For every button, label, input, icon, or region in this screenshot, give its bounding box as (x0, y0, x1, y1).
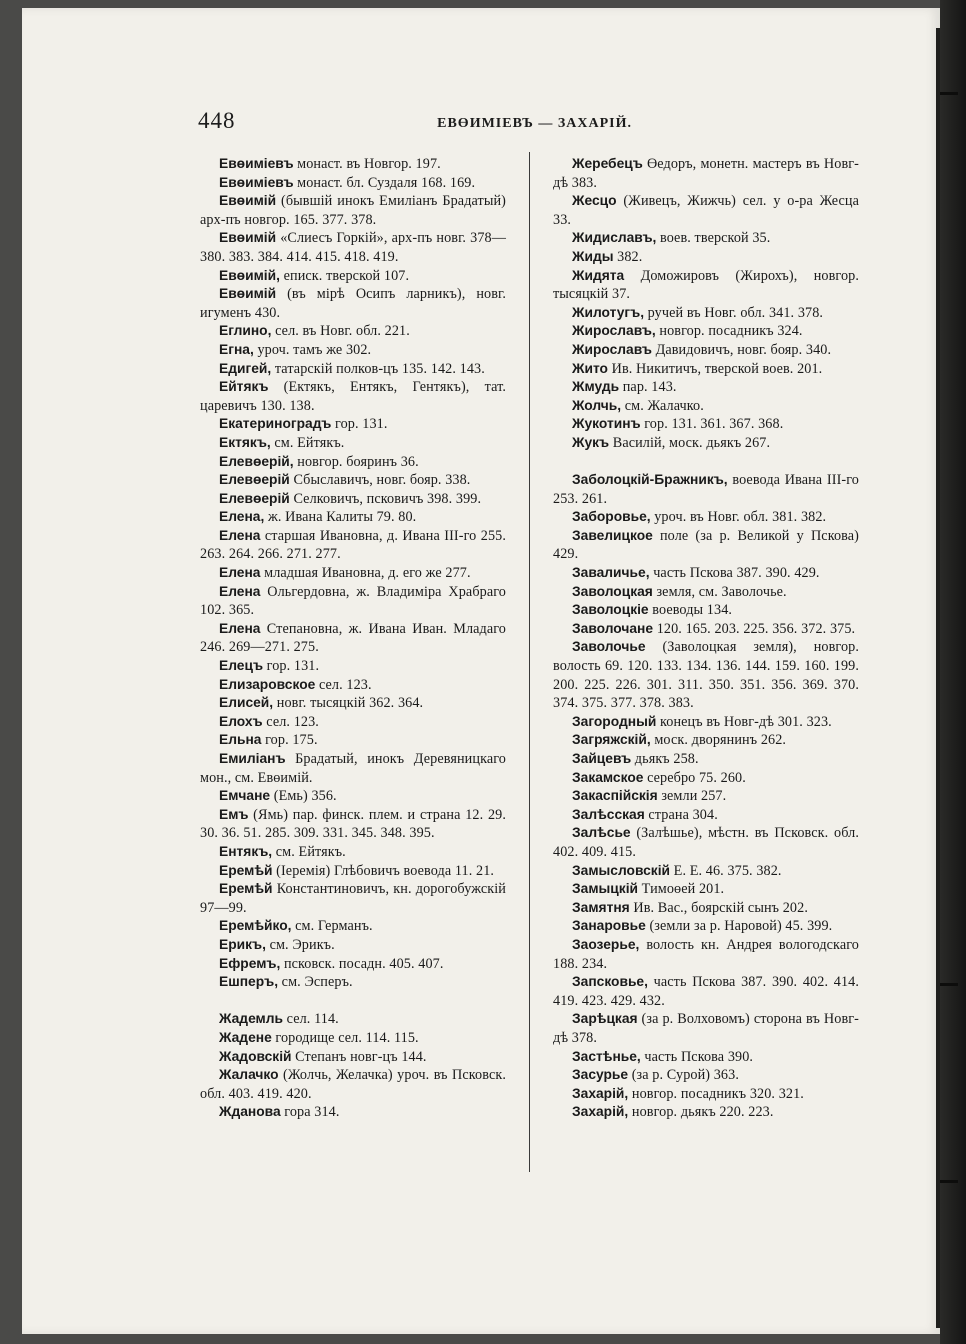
index-entry (200, 1103, 506, 1122)
entry-text: (Заволоцкая земля), новгор. волость 69. 120. 133. 134. 136. 144. 159. 160. 199. 200. 225. 226. 301. 311. 350. 351. 356. 369. 370. 374. 375. 377. 378. 383. (553, 639, 859, 712)
entry-text: уроч. въ Новг. обл. 381. 382. (650, 509, 827, 526)
entry-headword: Жукотинъ (572, 416, 641, 432)
entry-text: сел. 114. (283, 1011, 339, 1028)
index-entry (553, 1103, 859, 1122)
entry-text: Е. Е. 46. 375. 382. (670, 862, 782, 879)
entry-text: серебро 75. 260. (643, 769, 746, 786)
entry-text: гора 314. (280, 1104, 340, 1121)
running-head: ЕВӨИМІЕВЪ — ЗАХАРІЙ. (437, 116, 632, 131)
entry-text: (въ мірѣ Осипъ ларникъ), новг. игуменъ 430. (200, 286, 506, 321)
entry-headword: Елохъ (219, 713, 263, 729)
index-entry (553, 917, 859, 936)
entry-text: см. Жалачко. (621, 397, 704, 414)
entry-text: 120. 165. 203. 225. 356. 372. 375. (653, 620, 856, 637)
index-entry (200, 731, 506, 750)
index-entry (553, 806, 859, 825)
entry-headword: Емиліанъ (219, 751, 286, 766)
entry-text: ж. Ивана Калиты 79. 80. (264, 509, 417, 526)
entry-text: «Слиесъ Горкій», арх-пъ новг. 378—380. 383. 384. 414. 415. 418. 419. (200, 230, 506, 265)
index-entry (200, 936, 506, 955)
index-entry (553, 583, 859, 602)
index-entry (553, 248, 859, 267)
entry-text: сел. 123. (315, 676, 372, 693)
entry-headword: Заборовье, (572, 509, 651, 525)
entry-text: воеводы 134. (648, 602, 733, 619)
index-entry (200, 973, 506, 992)
index-entry (200, 471, 506, 490)
entry-headword: Загряжскій, (572, 732, 651, 748)
entry-text: Сбыславичъ, новг. бояр. 338. (289, 472, 471, 489)
index-entry (553, 787, 859, 806)
entry-headword: Жито (572, 360, 608, 376)
entry-text: Давидовичъ, новг. бояр. 340. (651, 341, 832, 358)
index-entry (553, 731, 859, 750)
index-entry (553, 1085, 859, 1104)
entry-text: младшая Ивановна, д. его же 277. (260, 565, 471, 582)
entry-text: (Залѣшье), мѣстн. въ Псковск. обл. 402. 409. 415. (553, 825, 859, 860)
entry-text: новгор. дьякъ 220. 223. (628, 1104, 774, 1121)
entry-text: (за р. Сурой) 363. (628, 1067, 739, 1084)
entry-headword: Жесцо (572, 193, 617, 209)
index-entry (200, 713, 506, 732)
entry-text: монаст. въ Новгор. 197. (293, 156, 441, 172)
entry-text: земля, см. Заволочье. (652, 583, 787, 600)
index-entry (553, 899, 859, 918)
entry-headword: Жукъ (572, 434, 610, 450)
entry-headword: Елена (219, 620, 261, 636)
entry-text: (земли за р. Наровой) 45. 399. (645, 918, 833, 935)
entry-text: сел. 123. (262, 713, 319, 730)
entry-headword: Елевөерій (219, 490, 290, 506)
entry-headword: Запсковье, (572, 974, 648, 990)
index-entry (553, 527, 859, 564)
index-entry (553, 360, 859, 379)
index-entry (200, 285, 506, 322)
entry-text: конецъ въ Новг-дѣ 301. 323. (656, 713, 832, 730)
entry-headword: Закамское (572, 769, 644, 785)
entry-headword: Едигей, (219, 360, 272, 376)
entry-headword: Жидиславъ, (572, 230, 657, 246)
page-number: 448 (198, 108, 236, 133)
index-entry (553, 341, 859, 360)
entry-headword: Заваличье, (572, 565, 650, 581)
entry-headword: Евөимій (219, 286, 277, 302)
index-entry (200, 1029, 506, 1048)
index-entry (200, 1066, 506, 1103)
index-entry (200, 155, 506, 174)
entry-text: часть Пскова 390. (640, 1048, 754, 1065)
entry-headword: Замятня (572, 899, 630, 915)
index-entry (200, 415, 506, 434)
entry-text: еписк. тверской 107. (279, 267, 410, 284)
index-entry (200, 564, 506, 583)
entry-text: городище сел. 114. 115. (271, 1029, 419, 1046)
entry-text: (Ектякъ, Ентякъ, Гентякъ), тат. царевичъ 130. 138. (200, 379, 506, 414)
entry-headword: Емчане (219, 788, 271, 804)
entry-text: (Емь) 356. (270, 788, 337, 805)
entry-headword: Зайцевъ (572, 751, 632, 766)
entry-headword: Жиды (572, 248, 614, 264)
entry-text: новгор. бояринъ 36. (293, 453, 419, 470)
index-entry (553, 620, 859, 639)
index-entry (553, 769, 859, 788)
entry-text: (бывшій инокъ Емиліанъ Брадатый) арх-пъ новгор. 165. 377. 378. (200, 193, 506, 228)
entry-text: старшая Ивановна, д. Ивана III-го 255. 263. 264. 266. 271. 277. (200, 527, 506, 563)
page-header (198, 108, 632, 138)
entry-text: см. Эрикъ. (265, 936, 335, 953)
index-entry (200, 527, 506, 564)
index-entry (200, 750, 506, 787)
entry-text: Брадатый, инокъ Деревяницкаго мон., см. Евөимій. (200, 751, 506, 786)
entry-headword: Еремѣйко, (219, 918, 292, 934)
index-entry (553, 713, 859, 732)
index-entry (200, 192, 506, 229)
index-entry (200, 806, 506, 843)
entry-text: поле (за р. Великой у Пскова) 429. (553, 527, 859, 563)
entry-headword: Жирославъ (572, 341, 652, 357)
entry-headword: Елизаровское (219, 676, 316, 692)
index-entry (200, 917, 506, 936)
entry-text: Степанъ новг-цъ 144. (291, 1048, 427, 1065)
entry-headword: Еремѣй (219, 862, 273, 878)
entry-headword: Еглино, (219, 323, 272, 339)
index-entry (200, 843, 506, 862)
index-entry (553, 229, 859, 248)
index-entry (553, 750, 859, 769)
entry-text: воев. тверской 35. (656, 230, 771, 247)
entry-headword: Екатериноградъ (219, 416, 332, 432)
entry-headword: Елевөерій (219, 472, 290, 488)
index-entry (200, 229, 506, 266)
entry-text: гор. 131. 361. 367. 368. (640, 416, 784, 433)
entry-headword: Ельна (219, 732, 262, 748)
index-entry (200, 453, 506, 472)
entry-headword: Елена (219, 565, 261, 581)
entry-text: (за р. Волховомъ) сторона въ Новг-дѣ 378. (553, 1011, 859, 1046)
entry-text: 382. (613, 248, 643, 265)
entry-headword: Ектякъ, (219, 434, 271, 450)
index-entry (553, 564, 859, 583)
entry-text: см. Ейтякъ. (270, 434, 345, 451)
index-entry (553, 378, 859, 397)
index-entry (553, 434, 859, 453)
entry-headword: Евөиміевъ (219, 156, 294, 171)
entry-headword: Жадене (219, 1029, 272, 1045)
page-edge-shadow (936, 28, 940, 1328)
entry-headword: Ейтякъ (219, 379, 269, 395)
entry-headword: Елецъ (219, 658, 263, 674)
entry-text: часть Пскова 387. 390. 402. 414. 419. 423. 429. 432. (553, 974, 859, 1009)
book-binding-edge (940, 0, 966, 1344)
entry-headword: Ентякъ, (219, 843, 273, 859)
index-column-left (200, 155, 506, 1122)
entry-headword: Елена (219, 583, 261, 599)
entry-headword: Елена, (219, 509, 265, 525)
entry-headword: Захарій, (572, 1085, 629, 1101)
entry-headword: Заволоцкіе (572, 602, 649, 618)
entry-headword: Еремѣй (219, 881, 273, 897)
index-entry (200, 880, 506, 917)
entry-text: Ив. Никитичъ, тверской воев. 201. (607, 360, 823, 377)
index-entry (553, 508, 859, 527)
index-entry (553, 638, 859, 712)
index-entry (553, 155, 859, 192)
entry-text: часть Пскова 387. 390. 429. (649, 565, 820, 582)
entry-headword: Зарѣцкая (572, 1011, 638, 1027)
index-entry (200, 694, 506, 713)
entry-text: см. Эсперъ. (278, 974, 353, 991)
index-entry (200, 787, 506, 806)
column-divider (529, 152, 530, 1172)
entry-text: гор. 175. (261, 732, 318, 749)
entry-headword: Жолчь, (572, 397, 622, 413)
index-entry (200, 620, 506, 657)
entry-headword: Елисей, (219, 695, 274, 711)
entry-headword: Евөимій (219, 193, 277, 209)
entry-headword: Евөиміевъ (219, 174, 294, 190)
entry-text: Степановна, ж. Ивана Иван. Младаго 246. 269—271. 275. (200, 620, 506, 656)
entry-headword: Жилотугъ, (572, 304, 645, 320)
index-entry (200, 955, 506, 974)
entry-text: Тимоөей 201. (638, 881, 725, 898)
index-entry (200, 508, 506, 527)
index-entry (200, 1010, 506, 1029)
entry-headword: Залѣсская (572, 806, 645, 822)
entry-text: Ив. Вас., боярскій сынъ 202. (629, 899, 808, 916)
entry-headword: Захарій, (572, 1104, 629, 1120)
entry-headword: Занаровье (572, 918, 646, 934)
index-entry (553, 601, 859, 620)
entry-headword: Жадовскій (219, 1048, 292, 1064)
entry-headword: Емъ (219, 806, 249, 822)
entry-text: гор. 131. (263, 658, 320, 675)
index-entry (200, 267, 506, 286)
index-entry (200, 434, 506, 453)
index-entry (553, 304, 859, 323)
index-entry (200, 676, 506, 695)
index-column-right (553, 155, 859, 1122)
index-entry (200, 657, 506, 676)
index-entry (553, 824, 859, 861)
entry-headword: Заволоцкая (572, 583, 653, 599)
index-entry (200, 1048, 506, 1067)
entry-headword: Замыцкій (572, 881, 639, 897)
entry-text: см. Германъ. (291, 918, 373, 935)
index-entry (200, 490, 506, 509)
index-entry (553, 973, 859, 1010)
entry-text: монаст. бл. Суздаля 168. 169. (293, 174, 476, 191)
entry-text: новгор. посадникъ 324. (655, 323, 803, 340)
entry-headword: Замысловскій (572, 862, 671, 878)
entry-text: Өедоръ, монетн. мастеръ въ Новг-дѣ 383. (553, 156, 859, 191)
entry-text: см. Ейтякъ. (272, 843, 346, 860)
entry-text: Василій, моск. дьякъ 267. (609, 434, 771, 451)
entry-headword: Жалачко (219, 1067, 279, 1083)
entry-headword: Заболоцкій-Бражникъ, (572, 472, 728, 488)
index-entry (200, 378, 506, 415)
entry-text: Константиновичъ, кн. дорогобужскій 97—99. (200, 881, 506, 916)
entry-headword: Евөимій (219, 230, 277, 246)
entry-headword: Жирославъ, (572, 323, 656, 339)
entry-headword: Жданова (219, 1104, 281, 1120)
entry-headword: Загородный (572, 713, 657, 729)
entry-text: воевода Ивана III-го 253. 261. (553, 472, 859, 507)
entry-text: (Живецъ, Жижчь) сел. у о-ра Жесца 33. (553, 193, 859, 228)
entry-text: псковск. посадн. 405. 407. (280, 955, 444, 972)
entry-headword: Заволочье (572, 639, 646, 655)
index-entry (553, 322, 859, 341)
entry-headword: Ерикъ, (219, 936, 266, 952)
entry-text: ручей въ Новг. обл. 341. 378. (644, 304, 824, 321)
index-entry (200, 360, 506, 379)
index-entry (200, 583, 506, 620)
entry-text: волость кн. Андрея вологодскаго 188. 234. (553, 936, 859, 972)
index-entry (553, 267, 859, 304)
entry-text: Доможировъ (Жирохъ), новгор. тысяцкій 37. (553, 267, 859, 303)
index-entry (200, 862, 506, 881)
index-entry (553, 471, 859, 508)
entry-headword: Завелицкое (572, 527, 653, 543)
index-entry (200, 341, 506, 360)
entry-headword: Жеребецъ (572, 156, 643, 171)
entry-text: уроч. тамъ же 302. (253, 341, 372, 358)
entry-headword: Залѣсье (572, 825, 631, 841)
index-entry (553, 1010, 859, 1047)
index-entry (553, 415, 859, 434)
entry-text: (Жолчь, Желачка) уроч. въ Псковск. обл. 403. 419. 420. (200, 1067, 506, 1102)
index-entry (553, 397, 859, 416)
entry-text: новгор. посадникъ 320. 321. (628, 1085, 804, 1102)
entry-text: гор. 131. (331, 416, 388, 433)
entry-text: пар. 143. (619, 379, 677, 396)
index-entry (200, 322, 506, 341)
index-entry (553, 880, 859, 899)
entry-headword: Жмудь (572, 379, 620, 395)
entry-text: новг. тысяцкій 362. 364. (273, 695, 424, 712)
entry-headword: Засурье (572, 1067, 629, 1083)
entry-headword: Заволочане (572, 620, 654, 636)
entry-headword: Жадемль (219, 1011, 284, 1027)
index-entry (200, 174, 506, 193)
entry-headword: Застѣнье, (572, 1048, 641, 1064)
entry-headword: Елена (219, 527, 261, 543)
entry-headword: Егна, (219, 341, 254, 357)
index-entry (553, 936, 859, 973)
entry-headword: Ешперъ, (219, 974, 279, 990)
entry-text: (Ямь) пар. финск. плем. и страна 12. 29. 30. 36. 51. 285. 309. 331. 345. 348. 395. (200, 806, 506, 842)
index-entry (553, 1048, 859, 1067)
entry-text: страна 304. (644, 806, 718, 823)
entry-text: Селковичъ, псковичъ 398. 399. (289, 490, 482, 507)
entry-headword: Ефремъ, (219, 955, 281, 971)
entry-headword: Евөимій, (219, 267, 280, 283)
entry-text: (Іеремія) Глѣбовичъ воевода 11. 21. (272, 862, 495, 879)
index-entry (553, 862, 859, 881)
entry-text: земли 257. (657, 788, 727, 805)
entry-text: сел. въ Новг. обл. 221. (271, 323, 410, 340)
entry-headword: Заозерье, (572, 936, 640, 952)
entry-headword: Елевөерій, (219, 453, 294, 469)
entry-text: моск. дворянинъ 262. (650, 732, 787, 749)
index-entry (553, 1066, 859, 1085)
index-entry (553, 192, 859, 229)
entry-headword: Закаспійскія (572, 788, 658, 804)
entry-text: татарскій полков-цъ 135. 142. 143. (271, 360, 485, 377)
entry-text: Ольгердовна, ж. Владиміра Храбраго 102. 365. (200, 583, 506, 619)
entry-headword: Жидята (572, 267, 625, 283)
entry-text: дьякъ 258. (631, 751, 699, 767)
